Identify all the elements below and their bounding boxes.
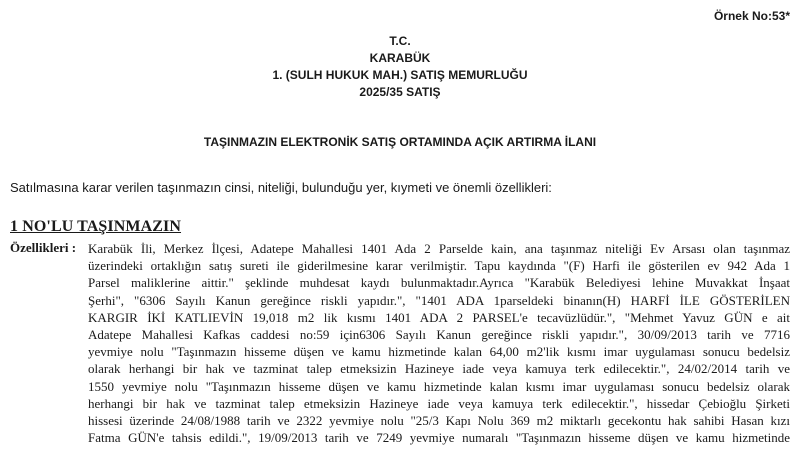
- features-line: üzerindeki ortaklığın satış sureti ile giderilmesine karar verilmiştir. Tapu kaydında "(F) Harfi ile gösterilen ev 942 Ada 1: [88, 258, 790, 274]
- features-line: hissesi üzerinde 24/08/1988 tarih ve 2322 yevmiye nolu "25/3 Kapı Nolu 369 m2 miktarlı gecekontu hak sahibi Hasan kızı: [88, 413, 790, 429]
- features-line: Şerhi", "6306 Sayılı Kanun gereğince riskli yapıdır.", "1401 ADA 1parseldeki binanın(H) HARFİ İLE GÖSTERİLEN: [88, 292, 790, 308]
- features-line: yevmiye nolu "Taşınmazın hisseme düşen ve kamu hizmetinde kalan 64,00 m2'lik kısmı imar uygulaması sonucu bedelsiz: [88, 344, 790, 360]
- features-line: KARGIR İKİ KATLIEVİN 19,018 m2 lik kısmı 1401 ADA 2 PARSEL'e tecavüzlüdür.", "Mehmet Yavuz GÜN e ait: [88, 309, 790, 325]
- header-city: KARABÜK: [369, 51, 431, 65]
- header-office: 1. (SULH HUKUK MAH.) SATIŞ MEMURLUĞU: [272, 68, 528, 82]
- features-line: Parsel maliklerine aittir." şeklinde muhdesat kaydı bulunmaktadır.Ayrıca "Karabük Belediyesi lehine Muvakkat İnşaat: [88, 275, 790, 291]
- features-body: [88, 240, 790, 446]
- features-line: herhangi bir hak ve tazminat talep etmeksizin Hazineye iade veya kamuya terk edilecektir.", hissedar Çebioğlu Şirketi: [88, 395, 790, 411]
- example-number: Örnek No:53*: [713, 9, 790, 23]
- features-label-text: Özellikleri: [10, 240, 69, 255]
- property-heading: 1 NO'LU TAŞINMAZIN: [10, 218, 182, 235]
- features-line: 1550 yevmiye nolu "Taşınmazın hisseme düşen ve kamu hizmetinde kalan kısmı imar uygulaması sonucu bedelsiz olarak: [88, 378, 790, 394]
- header-case-number: 2025/35 SATIŞ: [359, 85, 441, 99]
- document-header: [0, 33, 800, 101]
- features-label: [10, 240, 76, 256]
- features-line: Adatepe Mahallesi Kafkas caddesi no:59 için6306 Sayılı Kanun gereğince riskli yapıdır.", 30/09/2013 tarih ve 7716: [88, 327, 790, 343]
- notice-title: TAŞINMAZIN ELEKTRONİK SATIŞ ORTAMINDA AÇIK ARTIRMA İLANI: [203, 135, 597, 149]
- header-country: T.C.: [389, 34, 411, 48]
- features-label-colon: :: [71, 240, 77, 255]
- features-line: Fatma GÜN'e tahsis edildi.", 19/09/2013 tarih ve 7249 yevmiye numaralı "Taşınmazın hisseme düşen ve kamu hizmetinde: [88, 430, 790, 446]
- features-line: Karabük İli, Merkez İlçesi, Adatepe Mahallesi 1401 Ada 2 Parselde kain, ana taşınmaz niteliği Ev Arsası olan taşınmaz: [88, 241, 790, 256]
- intro-text: Satılmasına karar verilen taşınmazın cinsi, niteliği, bulunduğu yer, kıymeti ve önemli özellikleri:: [10, 180, 552, 195]
- features-line: olarak herhangi bir hak ve tazminat talep etmeksizin Hazineye iade veya kamuya terk edilecektir.", 24/02/2014 tarih ve: [88, 361, 790, 377]
